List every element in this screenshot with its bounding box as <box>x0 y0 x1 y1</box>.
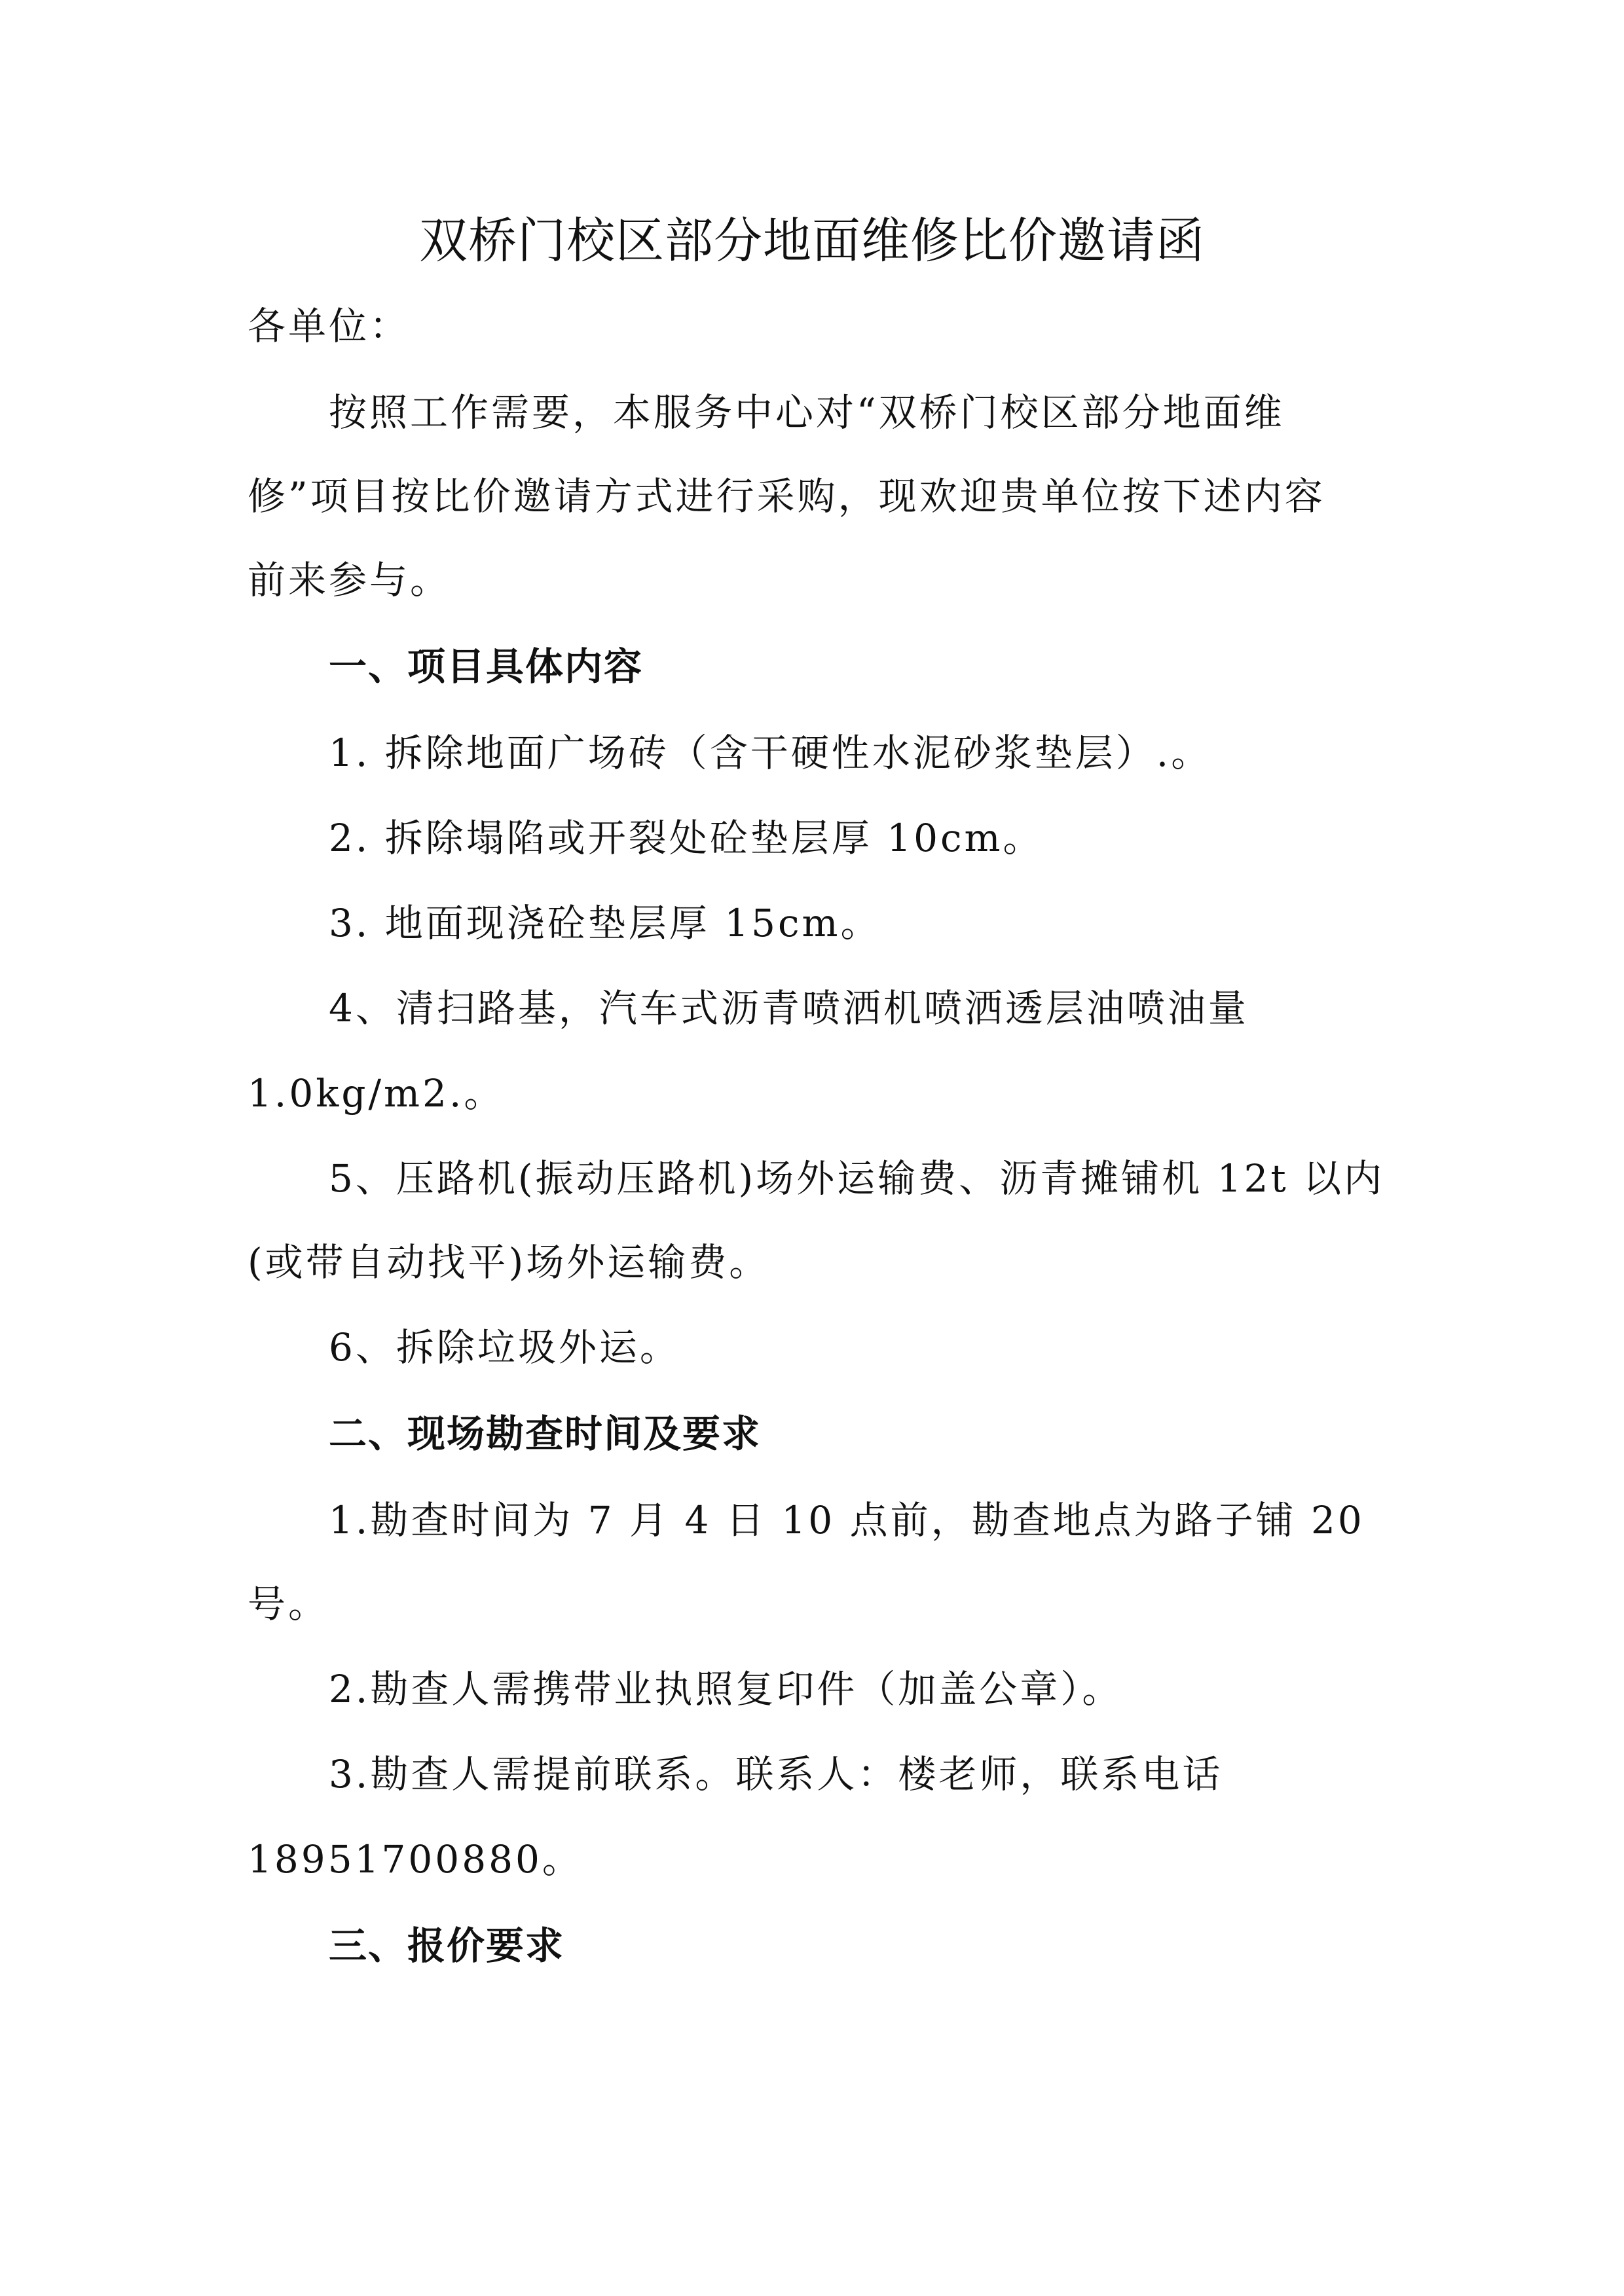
section-1-item-2: 2. 拆除塌陷或开裂处砼垫层厚 10cm。 <box>329 816 1044 860</box>
section-1-item-1: 1. 拆除地面广场砖（含干硬性水泥砂浆垫层）.。 <box>329 731 1212 775</box>
section-2-item-2: 2.勘查人需携带业执照复印件（加盖公章）。 <box>329 1667 1123 1711</box>
document-title: 双桥门校区部分地面维修比价邀请函 <box>419 213 1205 269</box>
section-1-item-5: 5、压路机(振动压路机)场外运输费、沥青摊铺机 12t 以内 <box>329 1156 1385 1201</box>
section-1-item-4-cont: 1.0kg/m2.。 <box>248 1071 505 1116</box>
intro-line-2: 修”项目按比价邀请方式进行采购，现欢迎贵单位按下述内容 <box>248 474 1325 519</box>
section-2-item-1-cont: 号。 <box>248 1582 329 1626</box>
section-3-heading: 三、报价要求 <box>329 1923 565 1968</box>
section-1-item-6: 6、拆除垃圾外运。 <box>329 1325 680 1370</box>
salutation: 各单位： <box>248 304 411 348</box>
section-2-item-1: 1.勘查时间为 7 月 4 日 10 点前，勘查地点为路子铺 20 <box>329 1498 1365 1542</box>
section-1-heading: 一、项目具体内容 <box>329 644 644 689</box>
section-2-item-3: 3.勘查人需提前联系。联系人：楼老师，联系电话 <box>329 1752 1223 1796</box>
section-1-item-5-cont: (或带自动找平)场外运输费。 <box>248 1240 770 1285</box>
section-1-item-3: 3. 地面现浇砼垫层厚 15cm。 <box>329 901 881 945</box>
intro-line-3: 前来参与。 <box>248 558 451 602</box>
section-1-item-4: 4、清扫路基，汽车式沥青喷洒机喷洒透层油喷油量 <box>329 986 1249 1030</box>
intro-line-1: 按照工作需要，本服务中心对“双桥门校区部分地面维 <box>329 390 1285 435</box>
section-2-item-3-cont: 18951700880。 <box>248 1837 583 1882</box>
section-2-heading: 二、现场勘查时间及要求 <box>329 1412 762 1456</box>
